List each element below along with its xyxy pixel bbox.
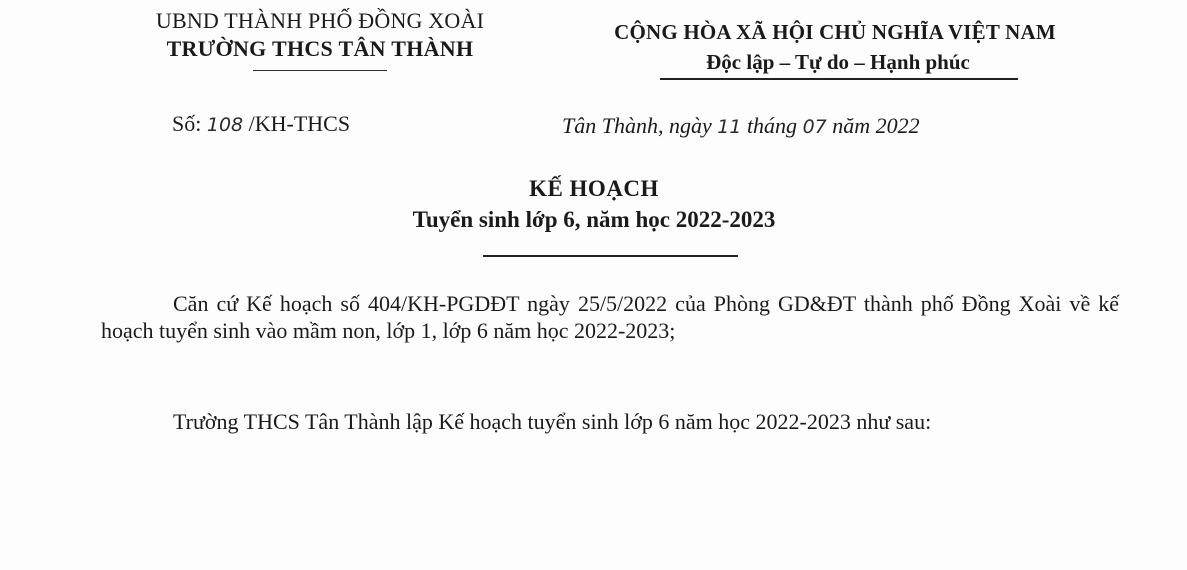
- body-paragraph-1: Căn cứ Kế hoạch số 404/KH-PGDĐT ngày 25/5/2022 của Phòng GD&ĐT thành phố Đồng Xoài về kế hoạch tuyển sinh vào mầm non, lớp 1, lớp 6 năm học 2022-2023;: [101, 291, 1119, 343]
- date-place: Tân Thành, ngày: [562, 113, 718, 138]
- title-underline: [483, 255, 738, 257]
- document-number-suffix: /KH-THCS: [243, 111, 351, 136]
- date-line: [562, 113, 920, 139]
- handwritten-day: 11: [717, 116, 742, 138]
- national-motto: Độc lập – Tự do – Hạnh phúc: [706, 50, 970, 74]
- year-text: năm 2022: [826, 113, 920, 138]
- document-title: KẾ HOẠCH: [529, 176, 659, 201]
- school-name: TRƯỜNG THCS TÂN THÀNH: [166, 36, 474, 61]
- handwritten-month: 07: [802, 116, 827, 138]
- month-label: tháng: [741, 113, 803, 138]
- national-title: CỘNG HÒA XÃ HỘI CHỦ NGHĨA VIỆT NAM: [614, 20, 1056, 44]
- document-number: [172, 111, 350, 137]
- handwritten-document-number: 108: [206, 114, 244, 136]
- issuing-authority: UBND THÀNH PHỐ ĐỒNG XOÀI: [155, 8, 485, 33]
- document-number-prefix: Số:: [172, 111, 207, 136]
- motto-underline: [660, 78, 1018, 80]
- body-paragraph-2: Trường THCS Tân Thành lập Kế hoạch tuyển sinh lớp 6 năm học 2022-2023 như sau:: [173, 409, 932, 434]
- document-subtitle: Tuyển sinh lớp 6, năm học 2022-2023: [412, 207, 776, 232]
- header-left-underline: [253, 70, 387, 71]
